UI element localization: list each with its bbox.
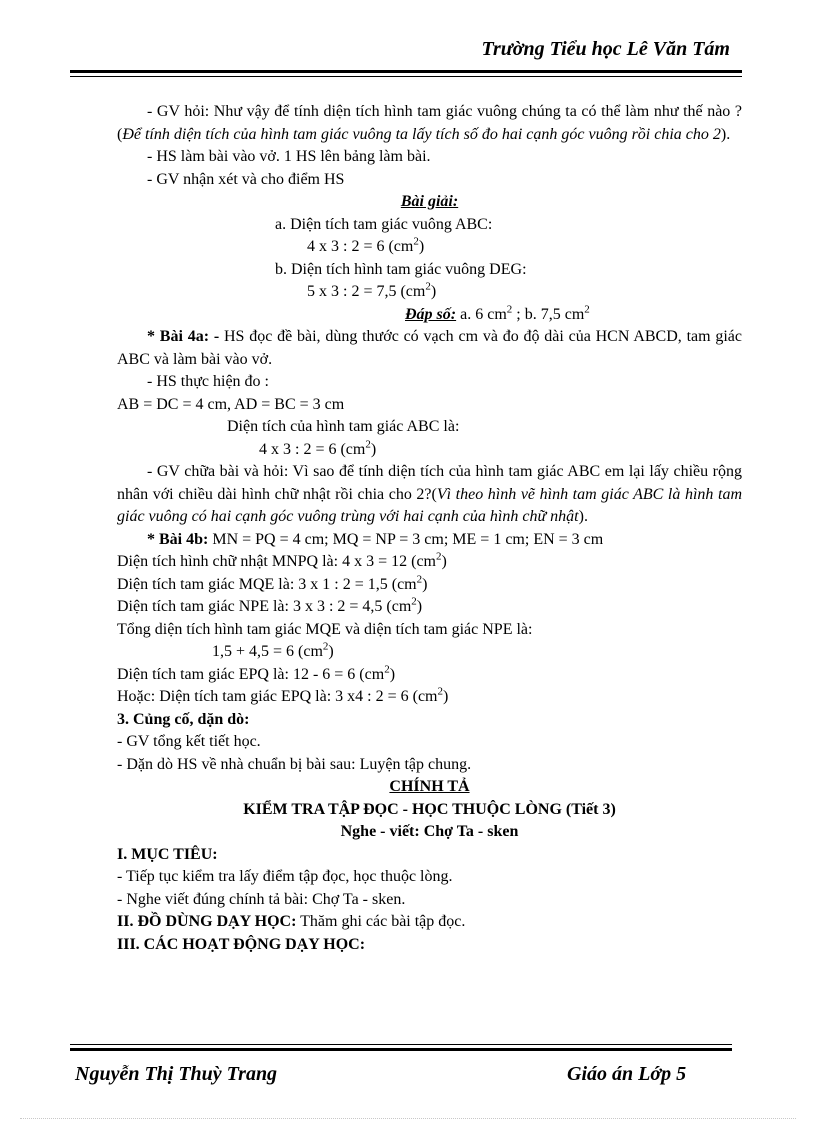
formula: 4 x 3 : 2 = 6 $(cm^2)$ [307,235,425,255]
paragraph: Diện tích của hình tam giác ABC là: [227,418,460,435]
paragraph: Tổng diện tích hình tam giác MQE và diện tích tam giác NPE là: [117,620,533,638]
paragraph: - GV hỏi: Như vậy để tính diện tích hình tam giác vuông chúng ta có thể làm như thế nào ?(Để tính diện tích của hình tam giác vuông ta lấy tích số đo hai cạnh góc vuông rồi chia cho 2). [117,103,742,143]
footer-rule-thick [70,1048,732,1051]
section-heading: III. CÁC HOẠT ĐỘNG DẠY HỌC: [117,935,366,953]
formula: 4 x 3 : 2 = 6 $(cm^2)$ [259,438,377,458]
solution-heading: Bài giải: [400,193,459,210]
paragraph: - Nghe viết đúng chính tả bài: Chợ Ta - sken. [117,890,406,908]
paragraph: - GV nhận xét và cho điểm HS [147,170,345,188]
document-body [117,101,742,956]
paragraph: b. Diện tích hình tam giác vuông DEG: [275,260,527,278]
paragraph: * Bài 4a: - HS đọc đề bài, dùng thước có vạch cm và đo độ dài của HCN ABCD, tam giác ABC và làm bài vào vở. [117,328,742,368]
lesson-subtitle: Nghe - viết: Chợ Ta - sken [340,823,519,840]
paragraph: - HS làm bài vào vở. 1 HS lên bảng làm bài. [147,148,431,165]
paragraph: - Tiếp tục kiểm tra lấy điểm tập đọc, học thuộc lòng. [117,868,453,885]
answer-line: Đáp số: a. 6 $cm^2$ ; b. 7,5 $cm^2$ [405,303,590,323]
paragraph: II. ĐỒ DÙNG DẠY HỌC: Thăm ghi các bài tập đọc. [117,913,466,930]
paragraph: Diện tích tam giác MQE là: 3 x 1 : 2 = 1,5 $(cm^2)$ [117,573,428,593]
paragraph: AB = DC = 4 cm, AD = BC = 3 cm [117,395,345,413]
paragraph: - GV chữa bài và hỏi: Vì sao để tính diện tích của hình tam giác ABC em lại lấy chiều rộng nhân với chiều dài hình chữ nhật rồi chia cho 2?(Vì theo hình vẽ hình tam giác ABC là hình tam giác vuông có hai cạnh góc vuông trùng với hai cạnh của hình chữ nhật). [117,463,742,525]
footer-rule-thin [70,1044,732,1045]
subject-title: CHÍNH TẢ [389,778,470,795]
page-header-school: Trường Tiểu học Lê Văn Tám [481,38,730,60]
paragraph: - GV tổng kết tiết học. [117,733,261,750]
paragraph: - Dặn dò HS về nhà chuẩn bị bài sau: Luyện tập chung. [117,755,472,773]
footer-author: Nguyễn Thị Thuỳ Trang [75,1063,278,1085]
section-heading: 3. Củng cố, dặn dò: [117,710,250,728]
paragraph: Diện tích tam giác NPE là: 3 x 3 : 2 = 4,5 $(cm^2)$ [117,595,423,615]
header-rule-thin [70,76,742,77]
paragraph: - HS thực hiện đo : [147,373,269,390]
paragraph: a. Diện tích tam giác vuông ABC: [275,215,493,233]
paragraph: * Bài 4b: MN = PQ = 4 cm; MQ = NP = 3 cm; ME = 1 cm; EN = 3 cm [147,530,604,548]
section-heading: I. MỤC TIÊU: [117,845,218,863]
paragraph: Diện tích hình chữ nhật MNPQ là: 4 x 3 = 12 $(cm^2)$ [117,550,447,570]
header-rule-thick [70,70,742,73]
formula: 1,5 + 4,5 = 6 $(cm^2)$ [212,640,334,660]
formula: 5 x 3 : 2 = 7,5 $(cm^2)$ [307,280,437,300]
footer-course: Giáo án Lớp 5 [567,1063,687,1085]
paragraph: Diện tích tam giác EPQ là: 12 - 6 = 6 $(cm^2)$ [117,663,396,683]
paragraph: Hoặc: Diện tích tam giác EPQ là: 3 x4 : 2 = 6 $(cm^2)$ [117,685,449,705]
page-edge-divider [20,1118,796,1119]
lesson-title: KIỂM TRA TẬP ĐỌC - HỌC THUỘC LÒNG (Tiết 3) [243,800,616,818]
